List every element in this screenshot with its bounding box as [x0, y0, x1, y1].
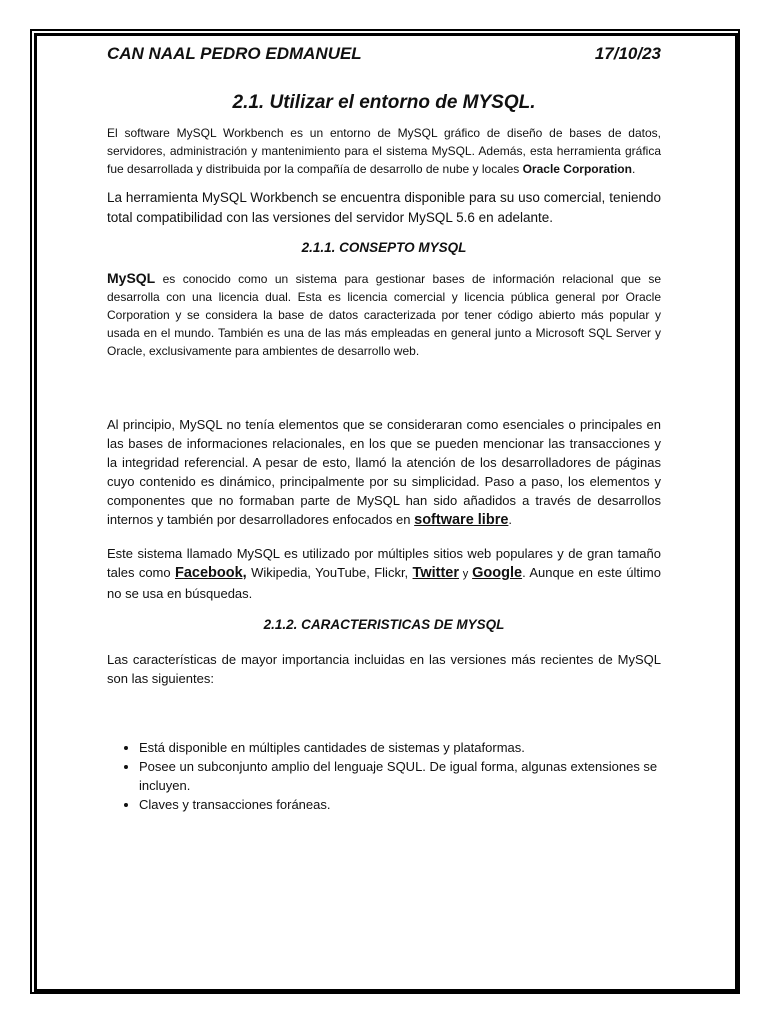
document-body	[107, 44, 661, 814]
page-title: 2.1. Utilizar el entorno de MYSQL.	[232, 92, 536, 113]
features-list	[107, 738, 661, 814]
popular-sites-paragraph: Este sistema llamado MySQL es utilizado por múltiples sitios web populares y de gran tamaño tales como Facebook, Wikipedia, YouTube, Flickr, Twitter y Google. Aunque en este último no se usa en búsquedas.	[107, 546, 661, 601]
list-item: • Está disponible en múltiples cantidades de sistemas y plataformas.	[139, 738, 661, 757]
intro-paragraph-2: La herramienta MySQL Workbench se encuentra disponible para su uso comercial, teniendo total compatibilidad con las versiones del servidor MySQL 5.6 en adelante.	[107, 190, 661, 225]
document-date: 17/10/23	[594, 44, 661, 63]
document-header	[107, 44, 661, 74]
history-paragraph: Al principio, MySQL no tenía elementos que se consideraran como esenciales o principales en las bases de informaciones relacionales, en los que se pueden mencionar las transacciones y la integridad referencial. A pesar de esto, llamó la atención de los desarrolladores de páginas cuyo contenido es dinámico, principalmente por su simplicidad. Paso a paso, los elementos y componentes que no formaban parte de MySQL han sido añadidos a través de desarrollos internos y también por desarrolladores enfocados en software libre.	[107, 417, 661, 528]
twitter-link[interactable]: Twitter	[412, 565, 459, 581]
section-heading-concepto: 2.1.1. CONSEPTO MYSQL	[301, 240, 467, 255]
mysql-definition-paragraph: MySQL es conocido como un sistema para gestionar bases de información relacional que se desarrolla con una licencia dual. Esta es licencia comercial y licencia pública general por Oracle Corporation y se considera la base de datos caracterizada por tener código abierto más popular y usada en el mundo. También es una de las más empleadas en general junto a Microsoft SQL Server y Oracle, exclusivamente para ambientes de desarrollo web.	[107, 270, 661, 358]
facebook-link[interactable]: Facebook,	[174, 565, 247, 581]
intro-paragraph-1: El software MySQL Workbench es un entorno de MySQL gráfico de diseño de bases de datos, servidores, administración y mantenimiento para el sistema MySQL. Además, esta herramienta gráfica fue desarrollada y distribuida por la compañía de desarrollo de nube y locales Oracle Corporation.	[107, 126, 661, 176]
google-link[interactable]: Google	[472, 565, 523, 581]
list-item: • Claves y transacciones foráneas.	[139, 795, 661, 814]
mysql-lead-term: MySQL	[107, 270, 156, 286]
list-item: • Posee un subconjunto amplio del lenguaje SQUL. De igual forma, algunas extensiones se incluyen.	[139, 757, 661, 795]
author-name: CAN NAAL PEDRO EDMANUEL	[107, 44, 362, 63]
oracle-corporation-bold: Oracle Corporation	[522, 162, 632, 176]
software-libre-link[interactable]: software libre	[414, 512, 509, 528]
section-heading-caracteristicas: 2.1.2. CARACTERISTICAS DE MYSQL	[263, 617, 505, 632]
features-intro-paragraph: Las características de mayor importancia incluidas en las versiones más recientes de MySQL son las siguientes:	[107, 652, 661, 686]
